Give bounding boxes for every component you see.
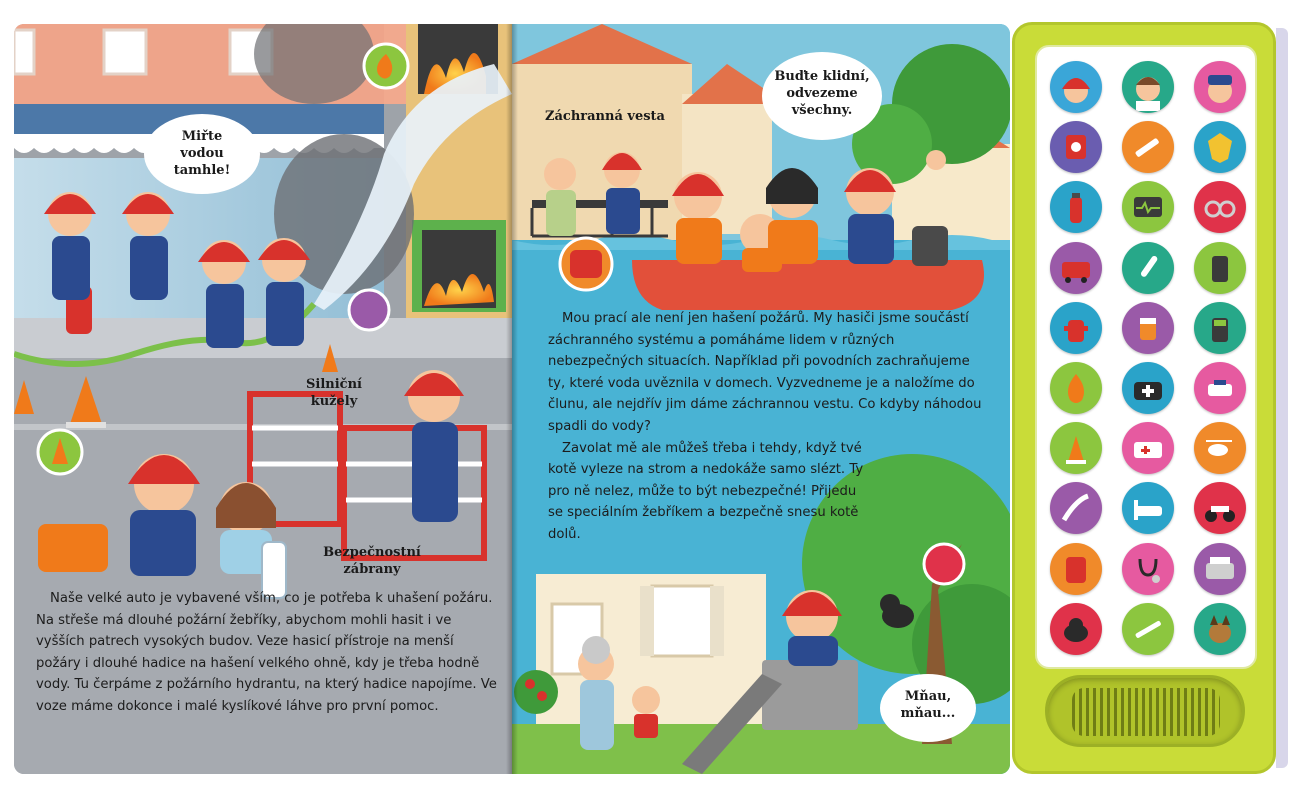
fire-extinguisher-icon <box>1050 181 1102 233</box>
right-paragraph-2: Zavolat mě ale můžeš třeba i tehdy, když tvé kotě vyleze na strom a nedokáže samo slézt. Ty pro ně nelez, může to být nebezpečné! Přijedu se speciálním žebříkem a bezpečně snesu kotě dolů. <box>548 440 864 542</box>
sound-button-hospital-bed[interactable] <box>1122 482 1174 534</box>
sound-button-syringe[interactable] <box>1122 121 1174 173</box>
hospital-bed-icon <box>1122 482 1174 534</box>
sound-button-printer[interactable] <box>1194 543 1246 595</box>
left-paragraph: Naše velké auto je vybavené vším, co je potřeba k uhašení požáru. Na střeše má dlouhé požární žebříky, abychom mohli hasit i ve vyšších patrech vysokých budov. Veze hasicí přístroje na menší požáry i dlouhé hadice na hašení velkého ohně, kdy je třeba hodně vody. Tu čerpáme z požárního hydrantu, na který hadice napojíme. Ve voze máme dokonce i malé kyslíkové láhve pro první pomoc. <box>36 591 497 714</box>
sound-button-ambulance[interactable] <box>1122 422 1174 474</box>
speech-bubble-cat-text: Mňau, mňau... <box>900 689 956 721</box>
sound-button-fire-extinguisher[interactable] <box>1050 181 1102 233</box>
sound-button-stethoscope[interactable] <box>1122 543 1174 595</box>
sound-button-police-radio[interactable] <box>1194 242 1246 294</box>
water-spray-icon <box>1050 482 1102 534</box>
heart-monitor-icon <box>1122 181 1174 233</box>
sound-button-water-spray[interactable] <box>1050 482 1102 534</box>
sound-button-police-motorcycle[interactable] <box>1194 482 1246 534</box>
sound-button-cat[interactable] <box>1050 603 1102 655</box>
ambulance-icon <box>1122 422 1174 474</box>
toothbrush-icon <box>1122 603 1174 655</box>
life-vest-icon <box>1050 543 1102 595</box>
sound-button-police-car-light[interactable] <box>1194 362 1246 414</box>
sound-button-grid <box>1035 45 1257 669</box>
police-badge-icon <box>1194 121 1246 173</box>
right-paragraph-1: Mou prací ale není jen hašení požárů. My hasiči jsme součástí záchranného systému a pomáháme lidem v různých nebezpečných situacích. Například při povodních zachraňujeme ty, které voda uvěznila v domech. Vyzvedneme je a naložíme do člunu, ale nejdřív jim dáme záchrannou vestu. Co kdyby náhodou spadli do vody? <box>548 311 982 434</box>
sound-button-handcuffs[interactable] <box>1194 181 1246 233</box>
walkie-talkie-icon <box>1194 302 1246 354</box>
police-motorcycle-icon <box>1194 482 1246 534</box>
police-radio-icon <box>1194 242 1246 294</box>
stethoscope-icon <box>1122 543 1174 595</box>
police-car-light-icon <box>1194 362 1246 414</box>
sound-button-pills[interactable] <box>1122 302 1174 354</box>
left-page <box>14 24 512 774</box>
sound-button-flame[interactable] <box>1050 362 1102 414</box>
sound-button-helicopter[interactable] <box>1194 422 1246 474</box>
sound-button-fire-hydrant[interactable] <box>1050 302 1102 354</box>
police-dog-icon <box>1194 603 1246 655</box>
sound-button-fire-alarm[interactable] <box>1050 121 1102 173</box>
speech-bubble-calm-text: Buďte klidní, odvezeme všechny. <box>774 69 870 118</box>
sound-button-medical-bag[interactable] <box>1122 362 1174 414</box>
medical-bag-icon <box>1122 362 1174 414</box>
speaker-grille <box>1045 675 1245 747</box>
sound-button-police-dog[interactable] <box>1194 603 1246 655</box>
syringe-icon <box>1122 121 1174 173</box>
fire-truck-icon <box>1050 242 1102 294</box>
cat-icon <box>1050 603 1102 655</box>
traffic-cone-icon <box>1050 422 1102 474</box>
sound-button-toothbrush[interactable] <box>1122 603 1174 655</box>
helicopter-icon <box>1194 422 1246 474</box>
sound-button-police-badge[interactable] <box>1194 121 1246 173</box>
pills-icon <box>1122 302 1174 354</box>
flame-icon <box>1050 362 1102 414</box>
sound-button-thermometer[interactable] <box>1122 242 1174 294</box>
fire-hydrant-icon <box>1050 302 1102 354</box>
label-life-vest: Záchranná vesta <box>545 109 665 124</box>
label-road-cones: Silniční kužely <box>306 377 362 409</box>
book-edge <box>1276 28 1288 768</box>
firefighter-icon <box>1050 61 1102 113</box>
sound-button-police-officer[interactable] <box>1194 61 1246 113</box>
left-page-text <box>36 588 502 718</box>
book-gutter <box>506 24 518 774</box>
fire-alarm-icon <box>1050 121 1102 173</box>
thermometer-icon <box>1122 242 1174 294</box>
label-safety-barriers: Bezpečnostní zábrany <box>323 545 421 577</box>
sound-button-fire-truck[interactable] <box>1050 242 1102 294</box>
sound-button-firefighter[interactable] <box>1050 61 1102 113</box>
sound-button-doctor[interactable] <box>1122 61 1174 113</box>
right-page <box>512 24 1010 774</box>
sound-button-heart-monitor[interactable] <box>1122 181 1174 233</box>
right-page-text <box>548 308 988 546</box>
police-officer-icon <box>1194 61 1246 113</box>
sound-button-life-vest[interactable] <box>1050 543 1102 595</box>
sound-button-traffic-cone[interactable] <box>1050 422 1102 474</box>
printer-icon <box>1194 543 1246 595</box>
speech-bubble-left-text: Miřte vodou tamhle! <box>173 129 231 178</box>
doctor-icon <box>1122 61 1174 113</box>
sound-module-panel <box>1012 22 1276 774</box>
sound-button-walkie-talkie[interactable] <box>1194 302 1246 354</box>
handcuffs-icon <box>1194 181 1246 233</box>
